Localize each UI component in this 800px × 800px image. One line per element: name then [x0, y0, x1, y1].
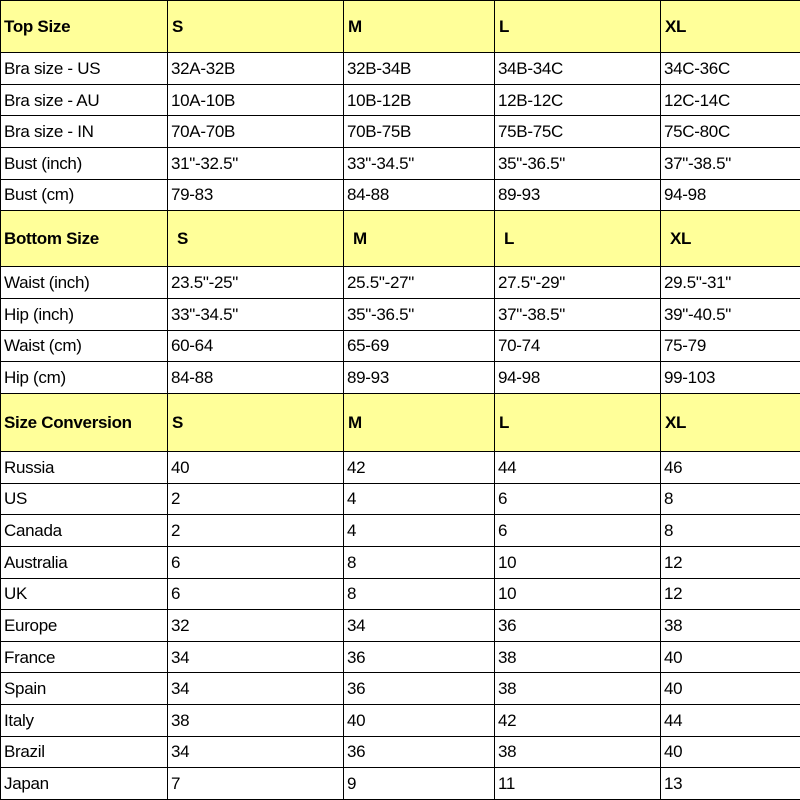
table-cell: 89-93: [344, 362, 495, 394]
table-cell: 40: [661, 641, 800, 673]
table-row: [1, 578, 800, 610]
table-cell: 32B-34B: [344, 53, 495, 85]
table-cell: 6: [495, 483, 661, 515]
table-row: [1, 84, 800, 116]
table-cell: 35"-36.5": [344, 299, 495, 331]
table-cell: 75C-80C: [661, 116, 800, 148]
table-cell: 10: [495, 578, 661, 610]
table-cell: 38: [168, 704, 344, 736]
row-label: Canada: [1, 515, 168, 547]
size-column-header-m: M: [344, 1, 495, 53]
table-cell: 25.5"-27": [344, 267, 495, 299]
table-cell: 34B-34C: [495, 53, 661, 85]
row-label: Bra size - IN: [1, 116, 168, 148]
top-size-title: Top Size: [1, 1, 168, 53]
table-cell: 84-88: [168, 362, 344, 394]
table-row: [1, 179, 800, 211]
table-cell: 34: [168, 673, 344, 705]
table-cell: 36: [344, 641, 495, 673]
table-cell: 99-103: [661, 362, 800, 394]
table-row: [1, 362, 800, 394]
table-cell: 34: [168, 641, 344, 673]
table-cell: 27.5"-29": [495, 267, 661, 299]
table-cell: 70B-75B: [344, 116, 495, 148]
table-cell: 89-93: [495, 179, 661, 211]
size-column-header-xl: XL: [661, 211, 800, 267]
table-cell: 36: [344, 736, 495, 768]
row-label: Hip (cm): [1, 362, 168, 394]
table-row: [1, 768, 800, 800]
table-cell: 70A-70B: [168, 116, 344, 148]
row-label: Waist (inch): [1, 267, 168, 299]
size-column-header-s: S: [168, 211, 344, 267]
table-cell: 6: [168, 578, 344, 610]
table-cell: 84-88: [344, 179, 495, 211]
table-cell: 38: [495, 736, 661, 768]
table-cell: 34C-36C: [661, 53, 800, 85]
table-cell: 37"-38.5": [495, 299, 661, 331]
table-row: [1, 267, 800, 299]
row-label: US: [1, 483, 168, 515]
table-cell: 10: [495, 546, 661, 578]
size-column-header-m: M: [344, 211, 495, 267]
table-cell: 11: [495, 768, 661, 800]
table-row: [1, 736, 800, 768]
table-row: [1, 53, 800, 85]
row-label: Spain: [1, 673, 168, 705]
table-row: [1, 610, 800, 642]
table-cell: 44: [495, 452, 661, 484]
row-label: Italy: [1, 704, 168, 736]
size-column-header-s: S: [168, 393, 344, 451]
size-column-header-xl: XL: [661, 393, 800, 451]
table-row: [1, 299, 800, 331]
table-cell: 12C-14C: [661, 84, 800, 116]
size-column-header-m: M: [344, 393, 495, 451]
table-cell: 38: [661, 610, 800, 642]
table-cell: 10A-10B: [168, 84, 344, 116]
table-row: [1, 452, 800, 484]
table-cell: 4: [344, 483, 495, 515]
size-column-header-xl: XL: [661, 1, 800, 53]
table-row: [1, 673, 800, 705]
row-label: Bust (inch): [1, 148, 168, 180]
table-row: [1, 704, 800, 736]
table-cell: 39"-40.5": [661, 299, 800, 331]
size-column-header-l: L: [495, 393, 661, 451]
table-cell: 75B-75C: [495, 116, 661, 148]
table-cell: 6: [495, 515, 661, 547]
table-cell: 33"-34.5": [168, 299, 344, 331]
table-cell: 32A-32B: [168, 53, 344, 85]
size-chart-body: [1, 1, 800, 800]
table-cell: 32: [168, 610, 344, 642]
table-cell: 37"-38.5": [661, 148, 800, 180]
row-label: Brazil: [1, 736, 168, 768]
bottom-size-header-row: [1, 211, 800, 267]
table-cell: 79-83: [168, 179, 344, 211]
table-row: [1, 116, 800, 148]
table-cell: 34: [168, 736, 344, 768]
row-label: France: [1, 641, 168, 673]
table-cell: 13: [661, 768, 800, 800]
table-cell: 94-98: [495, 362, 661, 394]
table-cell: 12: [661, 578, 800, 610]
table-cell: 46: [661, 452, 800, 484]
table-cell: 65-69: [344, 330, 495, 362]
size-conversion-header-row: [1, 393, 800, 451]
table-cell: 94-98: [661, 179, 800, 211]
table-cell: 7: [168, 768, 344, 800]
table-cell: 12: [661, 546, 800, 578]
table-cell: 42: [344, 452, 495, 484]
table-cell: 36: [495, 610, 661, 642]
table-cell: 34: [344, 610, 495, 642]
row-label: UK: [1, 578, 168, 610]
table-cell: 40: [344, 704, 495, 736]
table-row: [1, 546, 800, 578]
row-label: Bust (cm): [1, 179, 168, 211]
top-size-header-row: [1, 1, 800, 53]
size-conversion-title: Size Conversion: [1, 393, 168, 451]
table-cell: 2: [168, 483, 344, 515]
table-cell: 35"-36.5": [495, 148, 661, 180]
size-column-header-s: S: [168, 1, 344, 53]
row-label: Australia: [1, 546, 168, 578]
table-cell: 44: [661, 704, 800, 736]
table-cell: 75-79: [661, 330, 800, 362]
table-row: [1, 483, 800, 515]
table-cell: 38: [495, 673, 661, 705]
table-cell: 70-74: [495, 330, 661, 362]
bottom-size-title: Bottom Size: [1, 211, 168, 267]
table-cell: 40: [168, 452, 344, 484]
table-cell: 38: [495, 641, 661, 673]
table-cell: 40: [661, 736, 800, 768]
table-cell: 8: [661, 515, 800, 547]
table-cell: 10B-12B: [344, 84, 495, 116]
row-label: Bra size - US: [1, 53, 168, 85]
table-cell: 12B-12C: [495, 84, 661, 116]
row-label: Hip (inch): [1, 299, 168, 331]
table-cell: 8: [344, 578, 495, 610]
table-cell: 2: [168, 515, 344, 547]
table-cell: 9: [344, 768, 495, 800]
table-cell: 23.5"-25": [168, 267, 344, 299]
table-row: [1, 515, 800, 547]
row-label: Japan: [1, 768, 168, 800]
table-cell: 8: [344, 546, 495, 578]
table-cell: 42: [495, 704, 661, 736]
row-label: Waist (cm): [1, 330, 168, 362]
table-cell: 8: [661, 483, 800, 515]
table-cell: 36: [344, 673, 495, 705]
table-cell: 29.5"-31": [661, 267, 800, 299]
table-cell: 31"-32.5": [168, 148, 344, 180]
size-column-header-l: L: [495, 1, 661, 53]
row-label: Russia: [1, 452, 168, 484]
row-label: Europe: [1, 610, 168, 642]
table-cell: 40: [661, 673, 800, 705]
row-label: Bra size - AU: [1, 84, 168, 116]
table-cell: 33"-34.5": [344, 148, 495, 180]
table-cell: 4: [344, 515, 495, 547]
table-row: [1, 641, 800, 673]
table-cell: 60-64: [168, 330, 344, 362]
table-row: [1, 148, 800, 180]
size-column-header-l: L: [495, 211, 661, 267]
table-cell: 6: [168, 546, 344, 578]
table-row: [1, 330, 800, 362]
